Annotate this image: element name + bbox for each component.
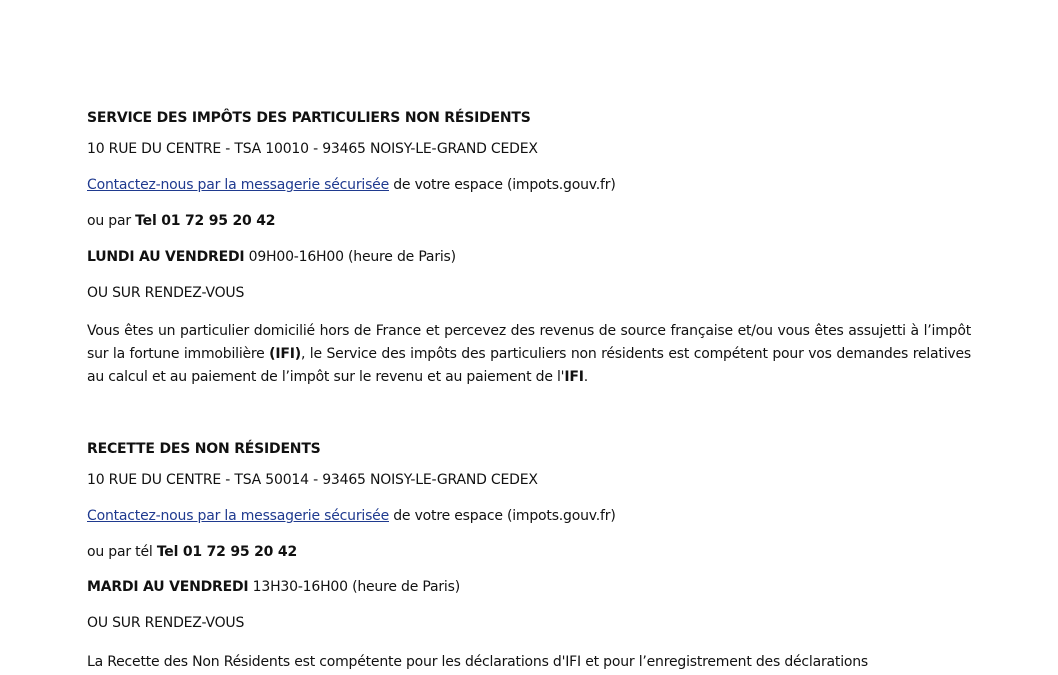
section1-contact-suffix: de votre espace (impots.gouv.fr) [389, 177, 616, 193]
section1-hours-days: LUNDI AU VENDREDI [87, 249, 245, 265]
section1-hours-line [87, 248, 971, 266]
section1-contact-line [87, 176, 971, 194]
section1-paragraph [87, 320, 971, 389]
section2-appointment: OU SUR RENDEZ-VOUS [87, 615, 245, 631]
section2-contact-line [87, 507, 971, 525]
section1-address: 10 RUE DU CENTRE - TSA 10010 - 93465 NOISY-LE-GRAND CEDEX [87, 141, 538, 157]
section1-paragraph-text-2: , le Service des impôts des particuliers non résidents est compétent pour vos demandes relatives au calcul et au paiement de l’impôt sur le revenu et au paiement de l' [87, 346, 971, 385]
section1-title: SERVICE DES IMPÔTS DES PARTICULIERS NON RÉSIDENTS [87, 110, 531, 126]
section1-appointment: OU SUR RENDEZ-VOUS [87, 285, 245, 301]
section1-paragraph-text-1: Vous êtes un particulier domicilié hors de France et percevez des revenus de source française et/ou vous êtes assujetti à l’impôt sur la fortune immobilière [87, 323, 971, 362]
section2-phone-line [87, 543, 971, 561]
section2-hours-days: MARDI AU VENDREDI [87, 579, 249, 595]
secure-messaging-link[interactable]: Contactez-nous par la messagerie sécurisée [87, 177, 389, 193]
section1-paragraph-ifi-1: (IFI) [269, 346, 301, 362]
section2-hours-line [87, 578, 971, 596]
section1-phone-line [87, 212, 971, 230]
section2-phone: Tel 01 72 95 20 42 [156, 544, 297, 560]
section1-paragraph-text-3: . [583, 369, 588, 385]
section2-contact-suffix: de votre espace (impots.gouv.fr) [389, 508, 616, 524]
section2-address: 10 RUE DU CENTRE - TSA 50014 - 93465 NOISY-LE-GRAND CEDEX [87, 472, 538, 488]
section2-phone-prefix: ou par tél [87, 544, 157, 560]
section1-paragraph-ifi-2: IFI [564, 369, 584, 385]
secure-messaging-link-2[interactable]: Contactez-nous par la messagerie sécurisée [87, 508, 389, 524]
section2-paragraph: La Recette des Non Résidents est compétente pour les déclarations d'IFI et pour l’enregistrement des déclarations [87, 654, 869, 670]
section1-phone-prefix: ou par [87, 213, 136, 229]
section1-phone: Tel 01 72 95 20 42 [135, 213, 276, 229]
section2-hours-time: 13H30-16H00 (heure de Paris) [248, 579, 460, 595]
section2-title: RECETTE DES NON RÉSIDENTS [87, 441, 321, 457]
section1-hours-time: 09H00-16H00 (heure de Paris) [244, 249, 456, 265]
